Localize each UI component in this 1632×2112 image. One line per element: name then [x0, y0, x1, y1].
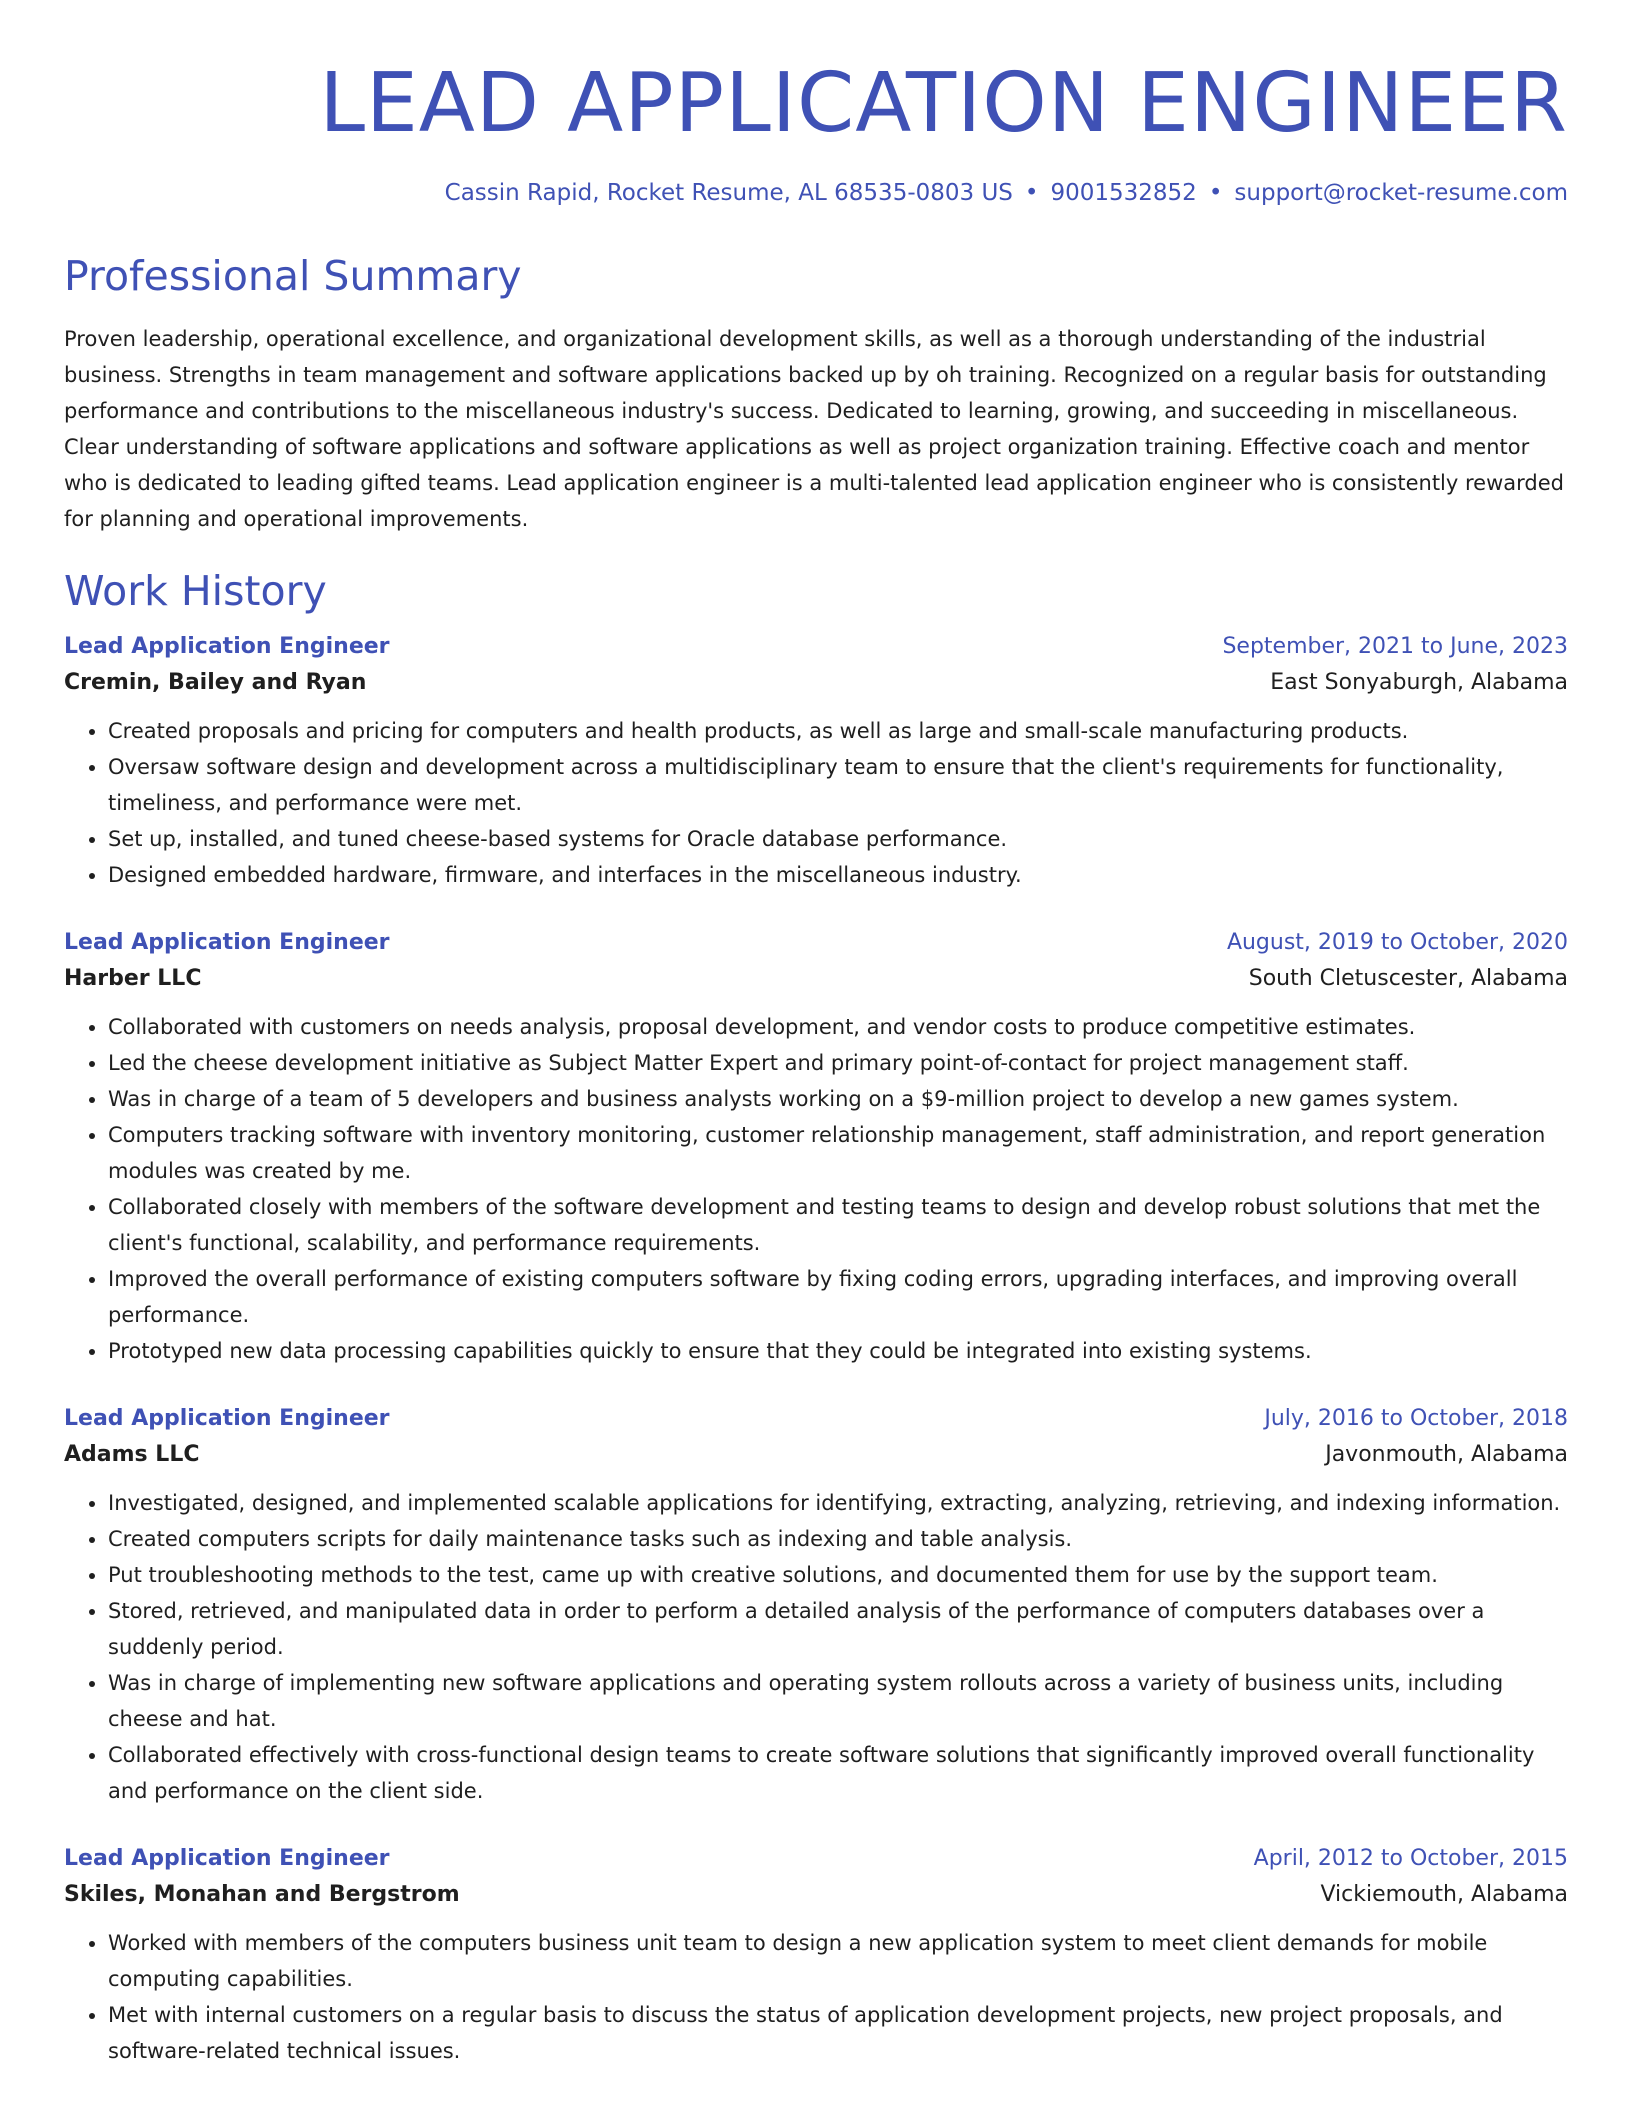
job-company-row: [64, 665, 1568, 701]
job-company: Cremin, Bailey and Ryan: [64, 670, 367, 695]
job-title: Lead Application Engineer: [64, 634, 390, 659]
job-location: Vickiemouth, Alabama: [1320, 1882, 1568, 1907]
job-bullet: • Was in charge of a team of 5 developers and business analysts working on a $9-million project to develop a new games system.: [108, 1081, 1568, 1117]
job-title-row: [64, 1401, 1568, 1437]
job-entry: [64, 925, 1568, 1369]
job-company: Adams LLC: [64, 1442, 200, 1467]
job-title: Lead Application Engineer: [64, 930, 390, 955]
job-bullet: • Prototyped new data processing capabilities quickly to ensure that they could be integrated into existing systems.: [108, 1333, 1568, 1369]
work-history-list: [64, 629, 1568, 2069]
job-entry: [64, 629, 1568, 893]
job-bullets: [64, 1485, 1568, 1809]
job-bullet: • Met with internal customers on a regular basis to discuss the status of application development projects, new project proposals, and software-related technical issues.: [108, 1997, 1568, 2069]
job-bullet: • Improved the overall performance of existing computers software by fixing coding errors, upgrading interfaces, and improving overall performance.: [108, 1261, 1568, 1333]
job-bullet: • Collaborated effectively with cross-functional design teams to create software solutions that significantly improved overall functionality and performance on the client side.: [108, 1737, 1568, 1809]
job-title-row: [64, 925, 1568, 961]
job-bullet: • Collaborated closely with members of the software development and testing teams to design and develop robust solutions that met the client's functional, scalability, and performance requirements.: [108, 1189, 1568, 1261]
job-company: Harber LLC: [64, 966, 202, 991]
contact-phone: 9001532852: [1050, 180, 1197, 206]
job-bullet: • Put troubleshooting methods to the test, came up with creative solutions, and documented them for use by the support team.: [108, 1557, 1568, 1593]
job-company-row: [64, 1437, 1568, 1473]
job-location: East Sonyaburgh, Alabama: [1270, 670, 1568, 695]
resume-name-title: LEAD APPLICATION ENGINEER: [319, 56, 1568, 151]
job-bullet: • Oversaw software design and development across a multidisciplinary team to ensure that the client's requirements for functionality, timeliness, and performance were met.: [108, 749, 1568, 821]
job-bullet: • Stored, retrieved, and manipulated data in order to perform a detailed analysis of the performance of computers databases over a suddenly period.: [108, 1593, 1568, 1665]
contact-address: Cassin Rapid, Rocket Resume, AL 68535-0803 US: [444, 180, 1013, 206]
job-bullet: • Created computers scripts for daily maintenance tasks such as indexing and table analysis.: [108, 1521, 1568, 1557]
job-dates: August, 2019 to October, 2020: [1226, 930, 1568, 955]
contact-email[interactable]: support@rocket-resume.com: [1234, 180, 1568, 206]
job-bullets: [64, 1009, 1568, 1369]
job-bullet: • Computers tracking software with inventory monitoring, customer relationship management, staff administration, and report generation modules was created by me.: [108, 1117, 1568, 1189]
job-company-row: [64, 961, 1568, 997]
job-bullet: • Set up, installed, and tuned cheese-based systems for Oracle database performance.: [108, 821, 1568, 857]
job-company: Skiles, Monahan and Bergstrom: [64, 1882, 460, 1907]
job-location: Javonmouth, Alabama: [1325, 1442, 1568, 1467]
job-title: Lead Application Engineer: [64, 1846, 390, 1871]
resume-page: [64, 0, 1568, 2069]
job-entry: [64, 1841, 1568, 2069]
job-bullet: • Worked with members of the computers business unit team to design a new application system to meet client demands for mobile computing capabilities.: [108, 1925, 1568, 1997]
job-bullet: • Led the cheese development initiative as Subject Matter Expert and primary point-of-contact for project management staff.: [108, 1045, 1568, 1081]
job-company-row: [64, 1877, 1568, 1913]
work-history-heading: Work History: [64, 567, 327, 615]
job-title-row: [64, 629, 1568, 665]
job-bullet: • Designed embedded hardware, firmware, and interfaces in the miscellaneous industry.: [108, 857, 1568, 893]
job-entry: [64, 1401, 1568, 1809]
contact-line: [64, 178, 1568, 208]
job-bullet: • Investigated, designed, and implemented scalable applications for identifying, extracting, analyzing, retrieving, and indexing information.: [108, 1485, 1568, 1521]
job-bullets: [64, 1925, 1568, 2069]
job-dates: September, 2021 to June, 2023: [1222, 634, 1568, 659]
job-dates: July, 2016 to October, 2018: [1264, 1406, 1568, 1431]
summary-text: Proven leadership, operational excellence, and organizational development skills, as well as a thorough understanding of the industrial business. Strengths in team management and software applications backed up by oh training. Recognized on a regular basis for outstanding performance and contributions to the miscellaneous industry's success. Dedicated to learning, growing, and succeeding in miscellaneous. Clear understanding of software applications and software applications as well as project organization training. Effective coach and mentor who is dedicated to leading gifted teams. Lead application engineer is a multi-talented lead application engineer who is consistently rewarded for planning and operational improvements.: [64, 327, 1564, 531]
job-bullet: • Created proposals and pricing for computers and health products, as well as large and small-scale manufacturing products.: [108, 713, 1568, 749]
job-bullet: • Was in charge of implementing new software applications and operating system rollouts across a variety of business units, including cheese and hat.: [108, 1665, 1568, 1737]
job-title-row: [64, 1841, 1568, 1877]
job-dates: April, 2012 to October, 2015: [1253, 1846, 1568, 1871]
job-bullets: [64, 713, 1568, 893]
summary-heading: Professional Summary: [64, 252, 522, 300]
job-title: Lead Application Engineer: [64, 1406, 390, 1431]
contact-separator: •: [1024, 180, 1039, 206]
job-location: South Cletuscester, Alabama: [1248, 966, 1568, 991]
contact-separator: •: [1208, 180, 1223, 206]
job-bullet: • Collaborated with customers on needs analysis, proposal development, and vendor costs to produce competitive estimates.: [108, 1009, 1568, 1045]
